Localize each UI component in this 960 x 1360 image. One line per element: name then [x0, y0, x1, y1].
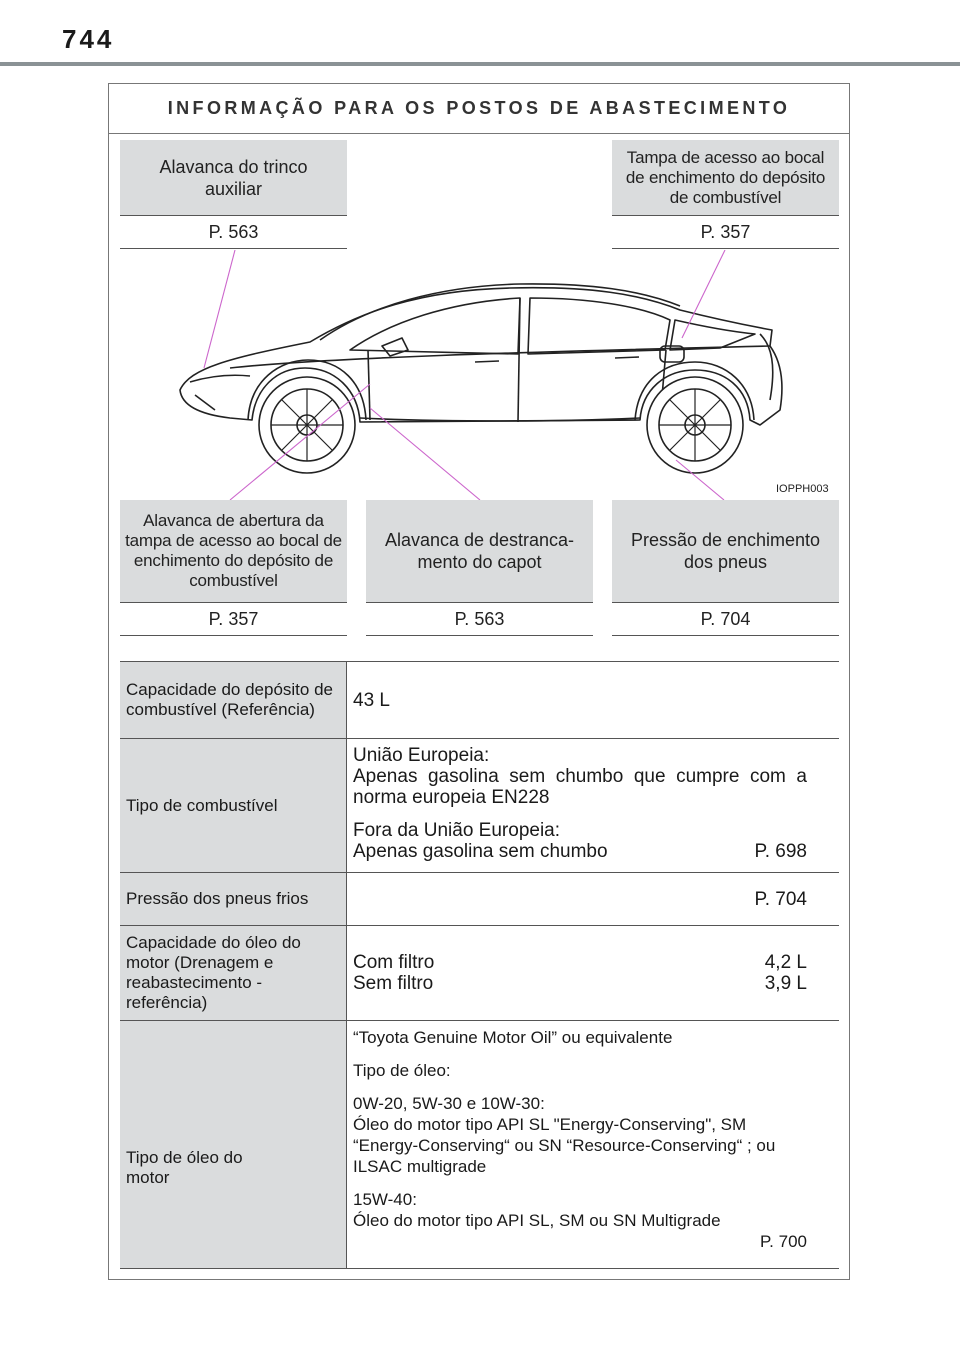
oil-line-3: 0W-20, 5W-30 e 10W-30:	[353, 1094, 545, 1113]
with-filter-value: 4,2 L	[764, 952, 807, 973]
ref-fuel-door-opener[interactable]: P. 357	[120, 602, 347, 636]
without-filter-value: 3,9 L	[764, 973, 807, 994]
fuel-type-ref[interactable]: P. 698	[754, 841, 807, 862]
spec-label: Pressão dos pneus frios	[120, 873, 347, 925]
spec-table	[120, 661, 839, 1269]
oil-line-2: Tipo de óleo:	[353, 1061, 451, 1080]
spec-value: 43 L	[353, 689, 390, 711]
eu-heading: União Europeia:	[353, 745, 490, 766]
spec-row-fuel-capacity	[120, 662, 839, 739]
image-code: IOPPH003	[776, 483, 829, 495]
spec-label	[120, 1021, 347, 1268]
ref-hood-release[interactable]: P. 563	[366, 602, 593, 636]
callout-fuel-door	[612, 140, 839, 215]
callout-fuel-door-opener-label: Alavanca de abertura da tampa de acesso ao bocal de enchimento do depósito de combustível	[125, 511, 342, 590]
callout-hood-release-label: Alavanca de destranca-mento do capot	[384, 530, 575, 572]
oil-line-1: “Toyota Genuine Motor Oil” ou equivalente	[353, 1028, 673, 1047]
spec-row-oil-type	[120, 1021, 839, 1269]
spec-value	[347, 926, 839, 1020]
car-illustration	[120, 250, 840, 500]
spec-label: Tipo de combustível	[120, 739, 347, 872]
callout-tire-pressure	[612, 500, 839, 602]
spec-label: Capacidade do depósito de combustível (Referência)	[120, 662, 347, 738]
spec-value	[347, 1021, 839, 1268]
non-eu-text: Apenas gasolina sem chumbo	[353, 841, 608, 862]
oil-line-5: 15W-40:	[353, 1190, 417, 1209]
oil-line-4: Óleo do motor tipo API SL "Energy-Conserving", SM “Energy-Conserving“ ou SN “Resource-Conserving“ ; ou ILSAC multigrade	[353, 1115, 776, 1176]
with-filter-label: Com filtro	[353, 952, 435, 973]
spec-value	[347, 739, 839, 872]
spec-label: Capacidade do óleo do motor (Drenagem e reabastecimento - referência)	[120, 926, 347, 1020]
callout-aux-latch-label: Alavanca do trinco auxiliar	[159, 156, 308, 199]
ref-tire-pressure[interactable]: P. 704	[612, 602, 839, 636]
ref-aux-latch[interactable]: P. 563	[120, 215, 347, 249]
oil-type-label: Tipo de óleo do motor	[126, 1147, 243, 1187]
spec-row-cold-tire	[120, 873, 839, 926]
oil-line-6: Óleo do motor tipo API SL, SM ou SN Multigrade	[353, 1211, 721, 1230]
header-rule	[0, 62, 960, 66]
callout-hood-release	[366, 500, 593, 602]
eu-text: Apenas gasolina sem chumbo que cumpre com a norma europeia EN228	[353, 766, 807, 808]
cold-tire-ref[interactable]: P. 704	[754, 888, 807, 910]
ref-fuel-door[interactable]: P. 357	[612, 215, 839, 249]
spec-value	[347, 873, 839, 925]
non-eu-heading: Fora da União Europeia:	[353, 820, 561, 841]
oil-type-ref[interactable]: P. 700	[760, 1232, 807, 1251]
callout-fuel-door-opener	[120, 500, 347, 602]
page-number: 744	[62, 24, 115, 54]
callout-fuel-door-label: Tampa de acesso ao bocal de enchimento do depósito de combustível	[625, 147, 826, 207]
without-filter-label: Sem filtro	[353, 973, 434, 994]
section-title: INFORMAÇÃO PARA OS POSTOS DE ABASTECIMENTO	[109, 84, 849, 134]
spec-row-fuel-type	[120, 739, 839, 873]
callout-tire-pressure-label: Pressão de enchimento dos pneus	[630, 530, 821, 572]
spec-row-oil-capacity	[120, 926, 839, 1021]
callout-aux-latch	[120, 140, 347, 215]
